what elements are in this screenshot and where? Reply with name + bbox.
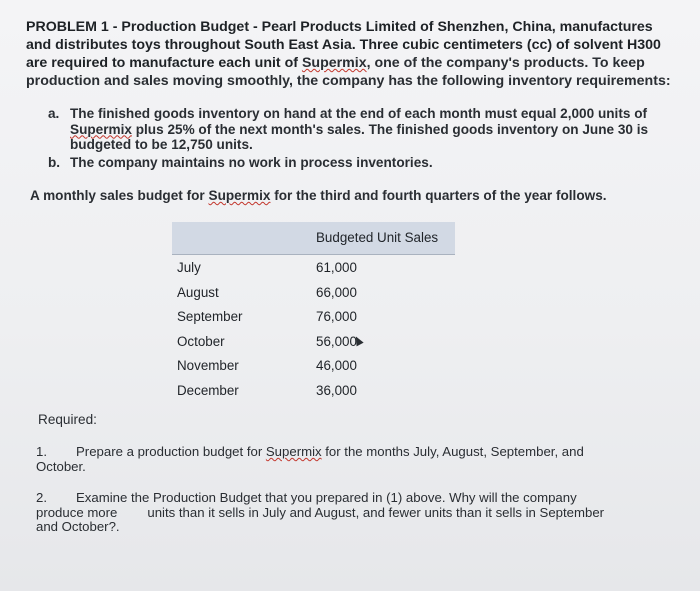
requirement-b (48, 155, 660, 171)
requirement-text: The company maintains no work in process inventories. (70, 154, 433, 170)
task-2-line-1 (36, 491, 646, 506)
task-text-post: for the months July, August, September, and October. (36, 444, 584, 474)
table-row (172, 353, 455, 378)
units-cell: 46,000 (316, 358, 357, 374)
task-text: produce more (36, 504, 118, 520)
task-text-pre: Prepare a production budget for (76, 444, 266, 459)
column-header-budgeted-unit-sales: Budgeted Unit Sales (316, 230, 439, 245)
month-cell: July (177, 260, 201, 275)
requirement-post: plus 25% of the next month's sales. The finished goods inventory on June 30 is budgeted to be 12,750 units. (70, 121, 649, 152)
task-2-line-2 (36, 506, 646, 521)
task-2-line-3: and October?. (36, 519, 120, 534)
requirement-a (48, 106, 660, 153)
month-cell: September (177, 309, 243, 325)
intro-tail: , one of the company's products. To keep production and sales moving smoothly, the company has the following inventory requirements: (26, 55, 671, 89)
units-cell: 76,000 (316, 309, 357, 325)
table-row (172, 329, 455, 354)
units-cell: 61,000 (316, 260, 357, 275)
sales-intro-product-name: Supermix (208, 188, 271, 203)
table-row (172, 255, 455, 280)
intro-product-name: Supermix (301, 55, 367, 71)
month-cell: December (177, 382, 239, 398)
units-value: 56,000 (316, 333, 357, 349)
problem-intro (26, 18, 674, 90)
sales-budget-intro (30, 188, 607, 203)
sales-intro-post: for the third and fourth quarters of the year follows. (270, 188, 607, 203)
sales-budget-table (172, 222, 455, 403)
task-text: units than it sells in July and August, and fewer units than it sells in September (147, 504, 605, 520)
task-text: Examine the Production Budget that you prepared in (1) above. Why will the company (76, 490, 577, 505)
required-heading: Required: (38, 412, 97, 427)
sales-intro-pre: A monthly sales budget for (30, 188, 209, 203)
task-product-name: Supermix (265, 444, 322, 459)
month-cell: October (177, 333, 225, 349)
task-number: 1. (36, 444, 47, 459)
table-row (172, 304, 455, 329)
task-number: 2. (36, 490, 47, 505)
units-cell: 66,000 (316, 284, 357, 300)
intro-lead: PROBLEM 1 - Production Budget - Pearl Products Limited of Shenzhen, China, manufactures and distributes toys throughout South East Asia. Three cubic centimeters (cc) of solvent H300 are required to manufacture each unit of (26, 19, 661, 71)
requirement-text (70, 106, 660, 153)
table-row (172, 280, 455, 305)
requirement-product-name: Supermix (70, 121, 132, 137)
task-1 (36, 445, 626, 474)
task-2 (36, 491, 646, 535)
inventory-requirements (48, 106, 660, 172)
units-cell: 36,000 (316, 382, 357, 398)
month-cell: November (177, 358, 239, 374)
requirement-marker: a. (48, 106, 60, 121)
requirement-marker: b. (48, 154, 61, 170)
table-header (172, 222, 455, 254)
requirement-pre: The finished goods inventory on hand at the end of each month must equal 2,000 units of (70, 106, 648, 121)
month-cell: August (177, 284, 219, 300)
units-cell (316, 334, 362, 349)
table-row (172, 378, 455, 403)
